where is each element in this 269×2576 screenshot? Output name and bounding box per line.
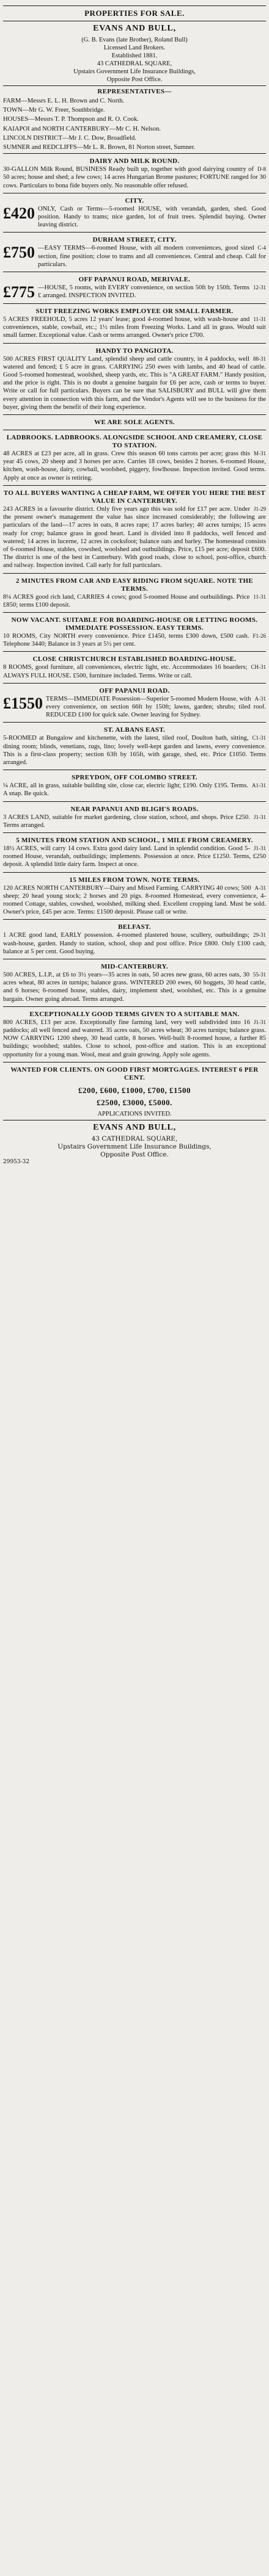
representatives-list — [3, 97, 266, 151]
firm-line: 43 CATHEDRAL SQUARE, — [97, 60, 172, 67]
property-ad — [3, 835, 266, 870]
ad-heading: NOW VACANT. SUITABLE FOR BOARDING-HOUSE OR LETTING ROOMS. IMMEDIATE POSSESSION. EASY TERMS. — [11, 616, 258, 632]
ad-text: 5 ACRES FREEHOLD, 5 acres 12 years' lease; good 4-roomed house, with wash-house and conveniences, stable, cowbail, etc.; 1½ miles from Freezing Works. Land all in grass. Would suit small farmer. Exceptional value. Cash or terms arranged. Owner's price £700. — [3, 316, 266, 339]
property-ad — [3, 417, 266, 428]
ad-reference: D-8 — [257, 166, 266, 173]
property-ad — [3, 345, 266, 413]
ad-heading: SUIT FREEZING WORKS EMPLOYEE OR SMALL FARMER. — [35, 308, 234, 316]
ad-heading: CLOSE CHRISTCHURCH ESTABLISHED BOARDING-HOUSE. — [32, 655, 237, 663]
ad-text: 800 ACRES, £13 per acre. Exceptionally fine farming land, very well subdivided into 16 paddocks; all well fenced and watered. 35 acres oats, 50 acres wheat; 30 acres turnips; balance grass. NOW CARRYING 1200 sheep, 30 head cattle, 8 horses. Well-built 8-roomed house, a further 85 buildings; woolshed; stables. Close to school, post-office and station. This is an exceptional opportunity for a young man. Wool, meat and grain growing. Apply sole agents. — [3, 1019, 266, 1058]
property-ad — [3, 922, 266, 957]
ad-price: £750 — [3, 244, 35, 262]
ad-divider — [3, 343, 266, 344]
ad-divider — [3, 651, 266, 652]
property-ad — [3, 772, 266, 799]
firm-line: Upstairs Government Life Insurance Buildings, — [73, 68, 196, 75]
ad-divider — [3, 1006, 266, 1007]
ad-body — [3, 316, 266, 340]
ad-reference: 55-31 — [253, 972, 266, 978]
representative: LINCOLN DISTRICT—Mr J. C. Dow, Broadfield. — [3, 134, 136, 142]
ad-reference: C-4 — [257, 245, 266, 251]
ad-heading: SPREYDON, OFF COLOMBO STREET. — [72, 774, 197, 782]
representative: KAIAPOI and NORTH CANTERBURY—Mr C. H. Nelson. — [3, 125, 161, 132]
firm-line: (G. B. Evans (late Brother), Roland Bull) — [81, 37, 188, 43]
divider — [3, 85, 266, 86]
property-ad — [3, 432, 266, 483]
property-ad — [3, 575, 266, 610]
ad-reference: F1-26 — [252, 632, 266, 639]
property-ad — [3, 195, 266, 231]
ad-text: 5-ROOMED at Bungalow and kitchenette, with the latest, tiled roof, Doulton bath, sitting, dining room; blinds, venetians, rugs, lino; lovely well-kept garden and lawns, every convenience. This is a first-class property; section 63ft by 165ft, with garage, shed, etc. Price £1050. Terms arranged. — [3, 735, 266, 766]
section-heading: PROPERTIES FOR SALE. — [84, 9, 185, 18]
ad-text: TERMS—IMMEDIATE Possession—Superior 5-roomed Modern House, with every convenience, on section 66ft by 150ft; lawns, garden; shrubs; tiled roof. REDUCED £100 for quick sale. Owner leaving for Sydney. — [46, 695, 266, 719]
ad-reference: 11-31 — [253, 316, 266, 323]
ad-heading: BELFAST. — [118, 923, 151, 931]
ad-body — [3, 971, 266, 1003]
ad-price: £420 — [3, 204, 35, 222]
firm-line: Opposite Post Office. — [106, 76, 163, 83]
ad-price: £775 — [3, 283, 35, 301]
ad-text: 8 ROOMS, good furniture, all conveniences, electric light, etc. Accommodates 16 boarders; ALWAYS FULL HOUSE. £500, furniture included. Terms. Write or call. — [3, 664, 248, 679]
ad-heading: OFF PAPANUI ROAD. — [99, 687, 170, 695]
ad-text: —EASY TERMS—6-roomed House, with all modern conveniences, good sized section, fine position; close to trams and all conveniences. Central and cheap. Call for particulars. — [38, 245, 266, 268]
property-ad — [3, 615, 266, 649]
ad-body — [3, 845, 266, 869]
advertisement-list — [3, 153, 266, 1083]
ad-text: 10 ROOMS, City NORTH every convenience. Price £1450, terms £300 down, £500 cash. Telephone 3440; Balance in 3 years at 5½ per cent. — [3, 632, 249, 648]
ad-heading: MID-CANTERBURY. — [101, 963, 168, 970]
ad-divider — [3, 683, 266, 684]
print-code: 29953-32 — [3, 1158, 30, 1165]
ad-body — [3, 505, 266, 570]
ad-text: —HOUSE, 5 rooms, with EVERY convenience, on section 50ft by 150ft. Terms £ arranged. INSPECTION INVITED. — [38, 284, 249, 300]
top-rule — [3, 5, 266, 6]
ad-divider — [3, 722, 266, 723]
ad-body — [3, 205, 266, 229]
ad-body — [3, 165, 266, 190]
ad-divider — [3, 832, 266, 833]
ad-reference: J1-31 — [254, 845, 266, 851]
ad-reference: J1-29 — [254, 505, 266, 512]
ad-reference: A1-31 — [252, 782, 266, 789]
ad-reference: 88-31 — [253, 355, 266, 362]
ad-text: 18½ ACRES, will carry 14 cows. Extra good dairy land. Land in splendid condition. Good 5-roomed House, verandah, outbuildings; implements. Possession at once. Price £1250. Terms, £250 deposit. A splendid little dairy farm. Inspect at once. — [3, 845, 266, 868]
ad-text: 8¼ ACRES good rich land, CARRIES 4 cows; good 5-roomed House and outbuildings. Price £850; terms £100 deposit. — [3, 593, 250, 608]
property-ad — [3, 156, 266, 191]
ad-divider — [3, 1062, 266, 1063]
ad-heading: HANDY TO PANGIOTA. — [95, 347, 174, 355]
ad-body — [3, 632, 266, 648]
classified-column — [3, 0, 266, 1165]
property-ad — [3, 654, 266, 680]
ad-divider — [3, 485, 266, 486]
property-ad — [3, 1009, 266, 1060]
property-ad — [3, 234, 266, 270]
ad-text: 3 ACRES LAND, suitable for market gardening, close station, school, and shops. Price £250. Terms arranged. — [3, 814, 250, 829]
ad-reference: A-31 — [254, 884, 266, 891]
footer-line: Opposite Post Office. — [100, 1150, 169, 1158]
mortgage-amounts — [3, 1086, 266, 1118]
ad-reference: 12-31 — [253, 284, 266, 291]
ad-reference: J1-31 — [254, 814, 266, 820]
ad-text: 500 ACRES, L.I.P., at £6 to 3½ years—35 acres in oats, 50 acres new grass, 60 acres oats, 30 acres wheat, 80 acres in turnips; balance grass. WINTERED 200 ewes, 60 hoggets, 30 head cattle, and 6 horses; 6-roomed house, stables, dairy, implement shed, woolshed, etc. This is a genuine bargain. Owner going abroad. Terms arranged. — [3, 972, 266, 1003]
ad-divider — [3, 919, 266, 920]
ad-heading: WE ARE SOLE AGENTS. — [94, 419, 175, 427]
representatives-heading: REPRESENTATIVES— — [97, 88, 172, 95]
ad-heading: 15 MILES FROM TOWN. NOTE TERMS. — [69, 876, 200, 884]
mortgage-line: £200, £600, £1000, £700, £1500 — [78, 1085, 191, 1095]
ad-divider — [3, 872, 266, 873]
ad-text: ONLY, Cash or Terms—5-roomed HOUSE, with verandah, garden, shed. Good position. Handy to trams; nice garden, lot of fruit trees. Splendid buying. Owner leaving district. — [38, 205, 266, 229]
ad-divider — [3, 303, 266, 304]
ad-heading: 5 MINUTES FROM STATION AND SCHOOL, 1 MILE FROM CREAMERY. — [16, 836, 253, 844]
property-ad — [3, 488, 266, 571]
property-ad — [3, 804, 266, 831]
firm-line: Licensed Land Brokers. — [103, 45, 166, 51]
ad-price: £1550 — [3, 694, 43, 712]
footer-line: Upstairs Government Life Insurance Buildings, — [57, 1142, 212, 1150]
ad-heading: TO ALL BUYERS WANTING A CHEAP FARM, WE OFFER YOU HERE THE BEST VALUE IN CANTERBURY. — [3, 489, 266, 505]
ad-body — [3, 782, 266, 798]
ad-reference: 29-31 — [253, 932, 266, 939]
ad-text: 30-GALLON Milk Round, BUSINESS Ready built up, together with good dairying country of 50 acres; house and shed; a few cows; 14 acres Hungarian Brome pastures; FORTUNE ranged for 30 cows. Particulars to bona fide buyers only. No reasonable offer refused. — [3, 166, 266, 189]
ad-reference: J1-31 — [254, 1019, 266, 1025]
ad-divider — [3, 414, 266, 415]
footer-line: 43 CATHEDRAL SQUARE, — [91, 1135, 178, 1142]
ad-body — [3, 931, 266, 956]
property-ad — [3, 724, 266, 768]
footer-firm-name: EVANS AND BULL, — [93, 1122, 176, 1132]
ad-divider — [3, 153, 266, 154]
ad-heading: CITY. — [125, 197, 144, 204]
ad-body — [3, 1019, 266, 1059]
ad-heading: LADBROOKS. LADBROOKS. ALONGSIDE SCHOOL AND CREAMERY, CLOSE TO STATION. — [6, 434, 263, 450]
firm-name: EVANS AND BULL, — [93, 24, 176, 33]
representative: FARM—Messrs E. L. H. Brown and C. North. — [3, 98, 125, 104]
ad-divider — [3, 232, 266, 233]
ad-divider — [3, 801, 266, 802]
ad-heading: DURHAM STREET, CITY. — [92, 236, 177, 244]
ad-body — [3, 450, 266, 482]
ad-heading: EXCEPTIONALLY GOOD TERMS GIVEN TO A SUITABLE MAN. — [29, 1010, 240, 1018]
ad-body — [3, 884, 266, 917]
property-ad — [3, 961, 266, 1005]
representative: SUMNER and REDCLIFFS—Mr L. R. Brown, 81 Norton street, Sumner. — [3, 144, 196, 151]
property-ad — [3, 685, 266, 721]
representative: TOWN—Mr G. W. Freer, Southbridge. — [3, 107, 105, 114]
mortgage-line: APPLICATIONS INVITED. — [97, 1110, 172, 1117]
ad-reference: C1-31 — [252, 735, 266, 741]
representative: HOUSES—Messrs T. P. Thompson and R. O. Cook. — [3, 116, 139, 123]
ad-body — [3, 814, 266, 829]
firm-line: Established 1881. — [111, 52, 158, 59]
ad-body — [3, 593, 266, 609]
ad-heading: NEAR PAPANUI AND BLIGH'S ROADS. — [70, 805, 199, 813]
ad-reference: 11-31 — [253, 593, 266, 600]
ad-divider — [3, 573, 266, 574]
footer-address — [3, 1135, 266, 1159]
ad-reference: A-31 — [254, 695, 266, 702]
ad-text: 243 ACRES in a favourite district. Only five years ago this was sold for £17 per acre. Under the present owner's management the value has since increased considerably; the following are particulars of the land—17 acres in oats, 8 acres rape; 17 acres barley; 40 acres turnips; 15 acres ready for crop; balance grass in good heart. Land is divided into 8 paddocks, well fenced and watered; 14 acres in lucerne, 12 acres in cocksfoot; balance oats and barley. The homestead consists of 6-roomed House, stables, cowshed, woolshed and outbuildings. Price, £15 per acre; deposit £600. The district is one of the best in Canterbury. With good roads, close to school, post-office, church and railway. Inspection invited. Call early for full particulars. — [3, 505, 266, 569]
ad-text: 120 ACRES NORTH CANTERBURY—Dairy and Mixed Farming. CARRYING 40 cows; 500 sheep; 20 head young stock; 2 horses and 20 pigs. 8-roomed Homestead, every convenience, 4-roomed Cottage, stables, cowshed, woolshed, milking shed. Excellent cropping land. Must be sold. Owner's price, £45 per acre. Terms: £1500 deposit. Please call or write. — [3, 884, 266, 916]
property-ad — [3, 875, 266, 918]
ad-divider — [3, 612, 266, 613]
mortgage-line: £2500, £3000, £5000. — [97, 1097, 172, 1107]
ad-heading: WANTED FOR CLIENTS. ON GOOD FIRST MORTGAGES. INTEREST 6 PER CENT. — [10, 1066, 259, 1081]
ad-text: 1 ACRE good land, EARLY possession. 4-roomed plastered house, scullery, outbuildings; wash-house, garden. Handy to station, school, shop and post office. Price £800. Only £100 cash, balance at 5 per cent. Good buying. — [3, 932, 266, 955]
property-ad — [3, 274, 266, 301]
ad-body — [3, 284, 266, 300]
property-ad — [3, 1064, 266, 1083]
ad-body — [3, 663, 266, 679]
ad-body — [3, 244, 266, 269]
ad-text: 48 ACRES at £23 per acre, all in grass. Crew this season 60 tons carrots per acre; grass this year 45 cows, 20 sheep and 3 horses per acre. Carries 18 cows, besides 2 horses. 6-roomed House, kitchen, wash-house, dairy, cowbail, woolshed, piggery, fowlhouse. Inspection invited. Good terms. Apply at once as owner is retiring. — [3, 450, 266, 482]
ad-heading: ST. ALBANS EAST. — [103, 726, 166, 734]
ad-body — [3, 355, 266, 411]
ad-body — [3, 734, 266, 767]
ad-reference: CH-31 — [251, 664, 266, 671]
firm-details — [3, 36, 266, 84]
property-ad — [3, 306, 266, 341]
ad-reference: M-31 — [254, 450, 266, 457]
ad-heading: DAIRY AND MILK ROUND. — [89, 157, 180, 165]
ad-text: ¼ ACRE, all in grass, suitable building site, close car, electric light; £190. Only £195. Terms. A snap. Be quick. — [3, 782, 248, 798]
ad-text: 500 ACRES FIRST QUALITY Land, splendid sheep and cattle country, in 4 paddocks, well watered and fenced; £ 5 acre in grass. CARRYING 250 ewes with lambs, and 40 head of cattle. Good 5-roomed homestead, woolshed, sheep yards, etc. This is "A GREAT FARM." Handy position, and the price is right. This is no doubt a genuine bargain for £6 per acre, cash or terms to buyer. Write or call for full particulars. Buyers can be sure that SALISBURY and BULL will give them every attention in connection with this farm, and the Vendor's Agents will see to the business for the buyer, giving them the benefit of their long experience. — [3, 355, 266, 411]
ad-heading: 2 MINUTES FROM CAR AND EASY RIDING FROM SQUARE. NOTE THE TERMS. — [15, 577, 254, 593]
ad-heading: OFF PAPANUI ROAD, MERIVALE. — [78, 276, 191, 284]
